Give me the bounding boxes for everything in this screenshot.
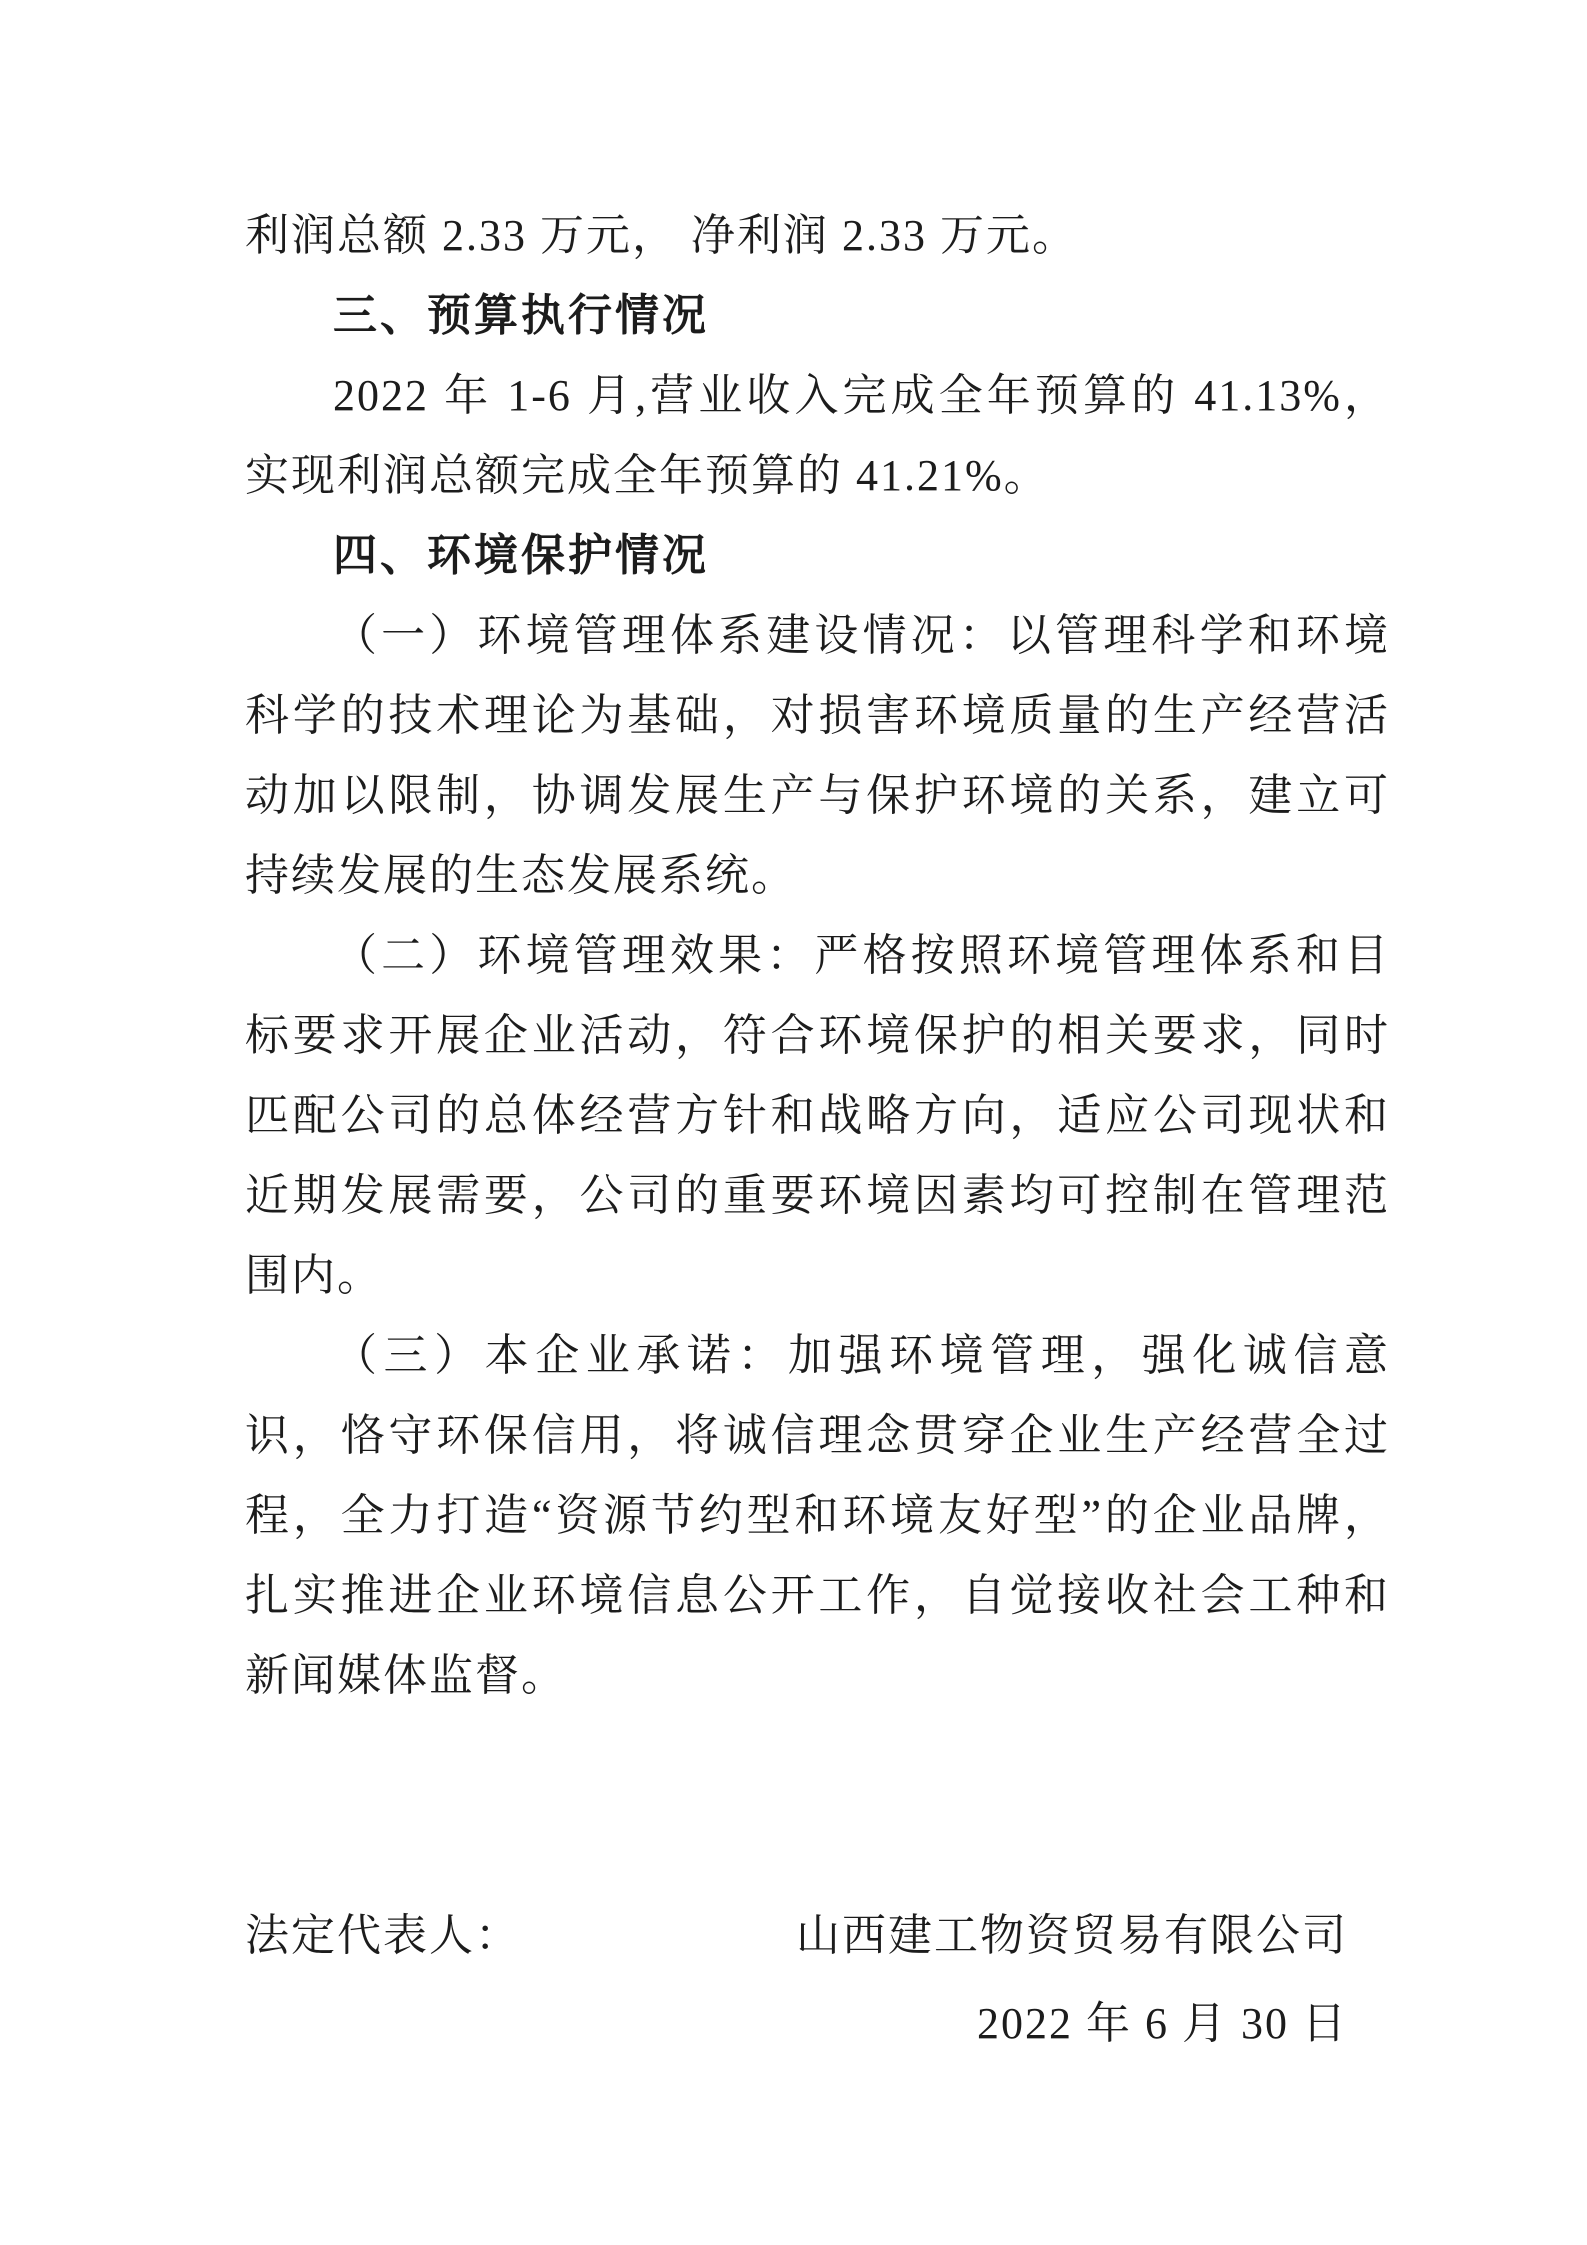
signature-date-row bbox=[245, 1984, 1390, 2064]
heading-budget-execution: 三、预算执行情况 bbox=[333, 291, 709, 340]
paragraph-env-management-system: （一）环境管理体系建设情况：以管理科学和环境科学的技术理论为基础，对损害环境质量的生产经营活动加以限制，协调发展生产与保护环境的关系，建立可持续发展的生态发展系统。 bbox=[245, 611, 1390, 900]
signature-row bbox=[245, 1896, 1390, 1976]
signature-date: 2022 年 6 月 30 日 bbox=[977, 1999, 1348, 2048]
heading-environment-protection: 四、环境保护情况 bbox=[333, 531, 709, 580]
paragraph-budget-execution: 2022 年 1-6 月,营业收入完成全年预算的 41.13%，实现利润总额完成全年预算的 41.21%。 bbox=[245, 371, 1390, 500]
paragraph-profit-summary: 利润总额 2.33 万元， 净利润 2.33 万元。 bbox=[245, 211, 1078, 260]
paragraph-env-management-effect: （二）环境管理效果：严格按照环境管理体系和目标要求开展企业活动，符合环境保护的相关要求，同时匹配公司的总体经营方针和战略方向，适应公司现状和近期发展需要，公司的重要环境因素均可控制在管理范围内。 bbox=[245, 931, 1390, 1300]
legal-representative-label: 法定代表人： bbox=[245, 1911, 521, 1960]
paragraph-env-commitment: （三）本企业承诺：加强环境管理，强化诚信意识，恪守环保信用，将诚信理念贯穿企业生产经营全过程，全力打造“资源节约型和环境友好型”的企业品牌，扎实推进企业环境信息公开工作，自觉接收社会工种和新闻媒体监督。 bbox=[245, 1331, 1390, 1700]
company-name: 山西建工物资贸易有限公司 bbox=[796, 1911, 1348, 1960]
